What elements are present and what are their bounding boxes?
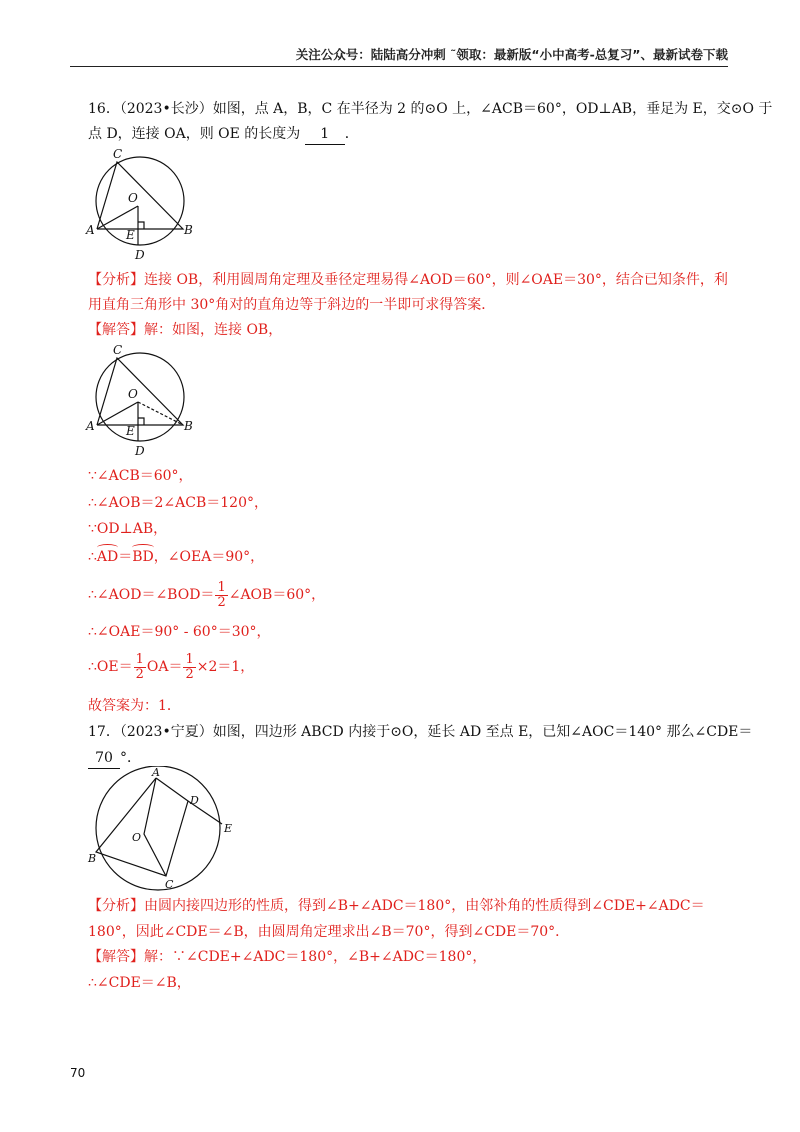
q16-stem-prefix: 点 D，连接 OA，则 OE 的长度为 [88,126,305,142]
q16-step4-eq: ＝ [118,549,133,565]
q16-step4-suffix: ，∠OEA＝90°， [153,549,265,565]
q16-solution-intro-text: 解：如图，连接 OB， [144,322,283,338]
q17-solution-line1 [88,947,486,967]
q17-stem-line1: 17．（2023•宁夏）如图，四边形 ABCD 内接于⊙O，延长 AD 至点 E，已知∠AOC＝140° 那么∠CDE＝ [88,724,753,740]
q16-fig1-triangle [97,162,183,229]
q16-step5-fraction [215,581,227,610]
q16-fig2-label-d: D [135,444,145,458]
q16-step7-prefix: ∴OE＝ [88,659,133,675]
q16-fig2-triangle [97,358,183,425]
q16-step4-arc-bd: BD [132,549,154,565]
q16-solution-tag: 【解答】 [88,322,144,338]
q16-step7-fraction1 [134,653,146,682]
q17-fig-label-d: D [190,794,199,807]
q17-answer-blank: 70 [88,748,120,769]
q16-step2: ∴∠AOB＝2∠ACB＝120°， [88,495,268,511]
q16-step7-suffix: ×2＝1， [196,659,255,675]
q16-analysis-text1: 连接 OB，利用圆周角定理及垂径定理易得∠AOD＝60°，则∠OAE＝30°，结合已知条件，利 [144,272,728,288]
q16-step7 [88,652,254,682]
q16-step5-prefix: ∴∠AOD＝∠BOD＝ [88,587,215,603]
page-number: 70 [70,1066,86,1080]
q16-step4-prefix: ∴ [88,549,97,565]
q16-stem-suffix: ． [344,126,359,142]
q16-fig1-label-e: E [126,228,135,242]
q17-stem-suffix: °． [120,750,141,766]
q16-fig1-right-angle [138,222,144,229]
q16-step5 [88,580,325,610]
q16-solution-intro [88,320,282,340]
q16-figure-2 [84,340,204,458]
q16-fig2-right-angle [138,418,144,425]
q16-analysis-line1 [88,270,728,290]
q17-solution-line2: ∴∠CDE＝∠B， [88,975,191,991]
q16-fig1-label-d: D [135,248,145,262]
q17-fig-label-a: A [152,766,160,779]
q16-step7-frac2-num: 1 [185,651,194,667]
q16-answer-blank: 1 [305,124,345,145]
q17-fig-quadrilateral [96,778,188,876]
q16-step7-mid: OA＝ [146,659,183,675]
q16-fig2-label-e: E [126,424,135,438]
q16-step4 [88,547,264,567]
q17-fig-circle [96,766,220,890]
q16-fig1-label-o: O [128,191,138,205]
q16-fig2-label-o: O [128,387,138,401]
q16-analysis-line2: 用直角三角形中 30°角对的直角边等于斜边的一半即可求得答案． [88,297,496,313]
q16-fig1-label-a: A [86,223,95,237]
q16-fig2-circle [96,353,184,441]
q16-figure-1 [84,144,204,262]
q16-fig1-circle [96,157,184,245]
q17-analysis-line1 [88,896,705,916]
q16-stem-line2 [88,124,359,145]
q16-analysis-tag: 【分析】 [88,272,144,288]
q17-solution-text1: 解：∵∠CDE+∠ADC＝180°，∠B+∠ADC＝180°， [144,949,487,965]
q17-solution-tag: 【解答】 [88,949,144,965]
q16-step7-frac2-den: 2 [185,666,194,682]
q16-step4-arc-ad: AD [96,549,119,565]
q16-stem-line1: 16．（2023•长沙）如图，点 A，B，C 在半径为 2 的⊙O 上，∠ACB＝60°，OD⊥AB，垂足为 E，交⊙O 于 [88,101,773,117]
q17-fig-label-b: B [88,852,97,865]
q16-step6: ∴∠OAE＝90° - 60°＝30°， [88,624,271,640]
q16-fig2-label-a: A [86,419,95,433]
q16-step7-fraction2 [183,653,195,682]
q16-step7-frac1-num: 1 [135,651,144,667]
q16-fig2-segment-ob [138,402,183,425]
q16-step1: ∵∠ACB＝60°， [88,468,193,484]
q16-step7-frac1-den: 2 [135,666,144,682]
q16-fig1-label-b: B [184,223,193,237]
q17-fig-label-o: O [132,831,142,844]
q16-step5-frac-den: 2 [217,594,226,610]
q17-figure [86,766,246,892]
q17-analysis-text1: 由圆内接四边形的性质，得到∠B+∠ADC＝180°，由邻补角的性质得到∠CDE+∠ADC＝ [144,898,705,914]
page-header: 关注公众号：陆陆高分冲刺 ˜领取：最新版“小中高考-总复习”、最新试卷下载 [70,46,728,67]
q16-step5-suffix: ∠AOB＝60°， [228,587,326,603]
q16-final-answer: 故答案为：1． [88,698,181,714]
q17-fig-label-e: E [224,822,233,835]
q17-analysis-tag: 【分析】 [88,898,144,914]
q17-analysis-line2: 180°，因此∠CDE＝∠B，由圆周角定理求出∠B＝70°，得到∠CDE＝70°． [88,924,570,940]
q16-step3: ∵OD⊥AB， [88,521,168,537]
q17-fig-label-c: C [165,878,174,891]
q16-fig1-label-c: C [113,147,123,161]
q16-step5-frac-num: 1 [217,579,226,595]
q17-fig-radii-oa-oc [144,778,166,876]
q16-fig2-label-c: C [113,343,123,357]
q16-fig2-label-b: B [184,419,193,433]
